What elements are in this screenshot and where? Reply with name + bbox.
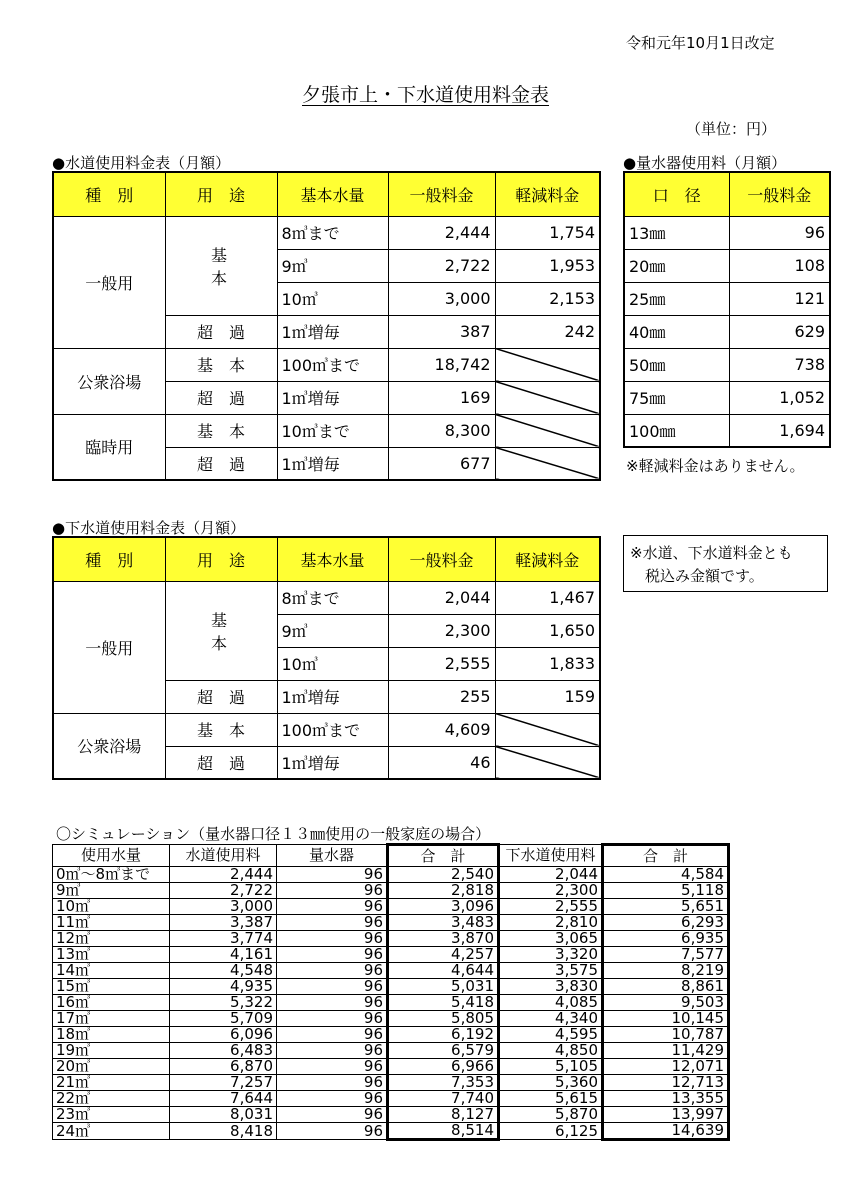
usage-volume-cell: 12㎥: [53, 931, 170, 947]
total-cell: 8,219: [603, 963, 729, 979]
sewer-rates-table: [52, 536, 601, 780]
header-general-fee: 一般料金: [388, 537, 495, 581]
table-row: [53, 947, 729, 963]
reduced-fee-cell: 159: [495, 680, 600, 713]
general-fee-cell: 2,444: [388, 216, 495, 249]
total-cell: 5,651: [603, 899, 729, 915]
header-subtotal: 合 計: [388, 845, 499, 867]
water-fee-cell: 4,935: [170, 979, 277, 995]
tax-note-line: 税込み金額です。: [630, 567, 764, 585]
volume-cell: 1㎥増毎: [277, 680, 388, 713]
usage-volume-cell: 15㎥: [53, 979, 170, 995]
meter-fee-cell: 96: [277, 963, 388, 979]
header-reduced-fee: 軽減料金: [495, 172, 600, 216]
header-usage-volume: 使用水量: [53, 845, 170, 867]
sewer-fee-cell: 5,360: [499, 1075, 603, 1091]
category-cell: 一般用: [53, 216, 165, 348]
table-row: [53, 1075, 729, 1091]
general-fee-cell: 255: [388, 680, 495, 713]
general-fee-cell: 169: [388, 381, 495, 414]
water-fee-cell: 7,257: [170, 1075, 277, 1091]
general-fee-cell: 18,742: [388, 348, 495, 381]
volume-cell: 100㎥まで: [277, 348, 388, 381]
header-category: 種 別: [53, 172, 165, 216]
table-row: [624, 414, 830, 447]
water-header-row: [53, 172, 600, 216]
subtotal-cell: 7,353: [388, 1075, 499, 1091]
total-cell: 10,787: [603, 1027, 729, 1043]
water-fee-cell: 6,870: [170, 1059, 277, 1075]
table-row: [53, 1107, 729, 1123]
reduced-fee-cell: 1,833: [495, 647, 600, 680]
diameter-cell: 13㎜: [624, 216, 729, 249]
table-row: [624, 249, 830, 282]
usage-volume-cell: 13㎥: [53, 947, 170, 963]
general-fee-cell: 387: [388, 315, 495, 348]
meter-note: ※軽減料金はありません。: [626, 457, 805, 475]
volume-cell: 1㎥増毎: [277, 381, 388, 414]
usage-volume-cell: 24㎥: [53, 1123, 170, 1140]
reduced-fee-empty-cell: [495, 381, 600, 414]
total-cell: 4,584: [603, 867, 729, 883]
sewer-fee-cell: 5,105: [499, 1059, 603, 1075]
reduced-fee-empty-cell: [495, 447, 600, 480]
table-row: [53, 931, 729, 947]
sewer-table-title: ●下水道使用料金表（月額）: [52, 519, 246, 537]
general-fee-cell: 2,044: [388, 581, 495, 614]
subtotal-cell: 5,031: [388, 979, 499, 995]
total-cell: 10,145: [603, 1011, 729, 1027]
table-row: [53, 216, 600, 249]
table-row: [53, 1011, 729, 1027]
fee-cell: 96: [729, 216, 830, 249]
category-cell: 一般用: [53, 581, 165, 713]
header-total: 合 計: [603, 845, 729, 867]
general-fee-cell: 2,722: [388, 249, 495, 282]
header-general-fee: 一般料金: [388, 172, 495, 216]
water-fee-cell: 5,322: [170, 995, 277, 1011]
page-title: 夕張市上・下水道使用料金表: [302, 84, 550, 106]
tax-note-box: [623, 535, 828, 592]
fee-cell: 121: [729, 282, 830, 315]
sewer-fee-cell: 2,810: [499, 915, 603, 931]
total-cell: 13,355: [603, 1091, 729, 1107]
water-fee-cell: 8,418: [170, 1123, 277, 1140]
total-cell: 6,293: [603, 915, 729, 931]
sewer-fee-cell: 4,085: [499, 995, 603, 1011]
total-cell: 12,713: [603, 1075, 729, 1091]
category-cell: 臨時用: [53, 414, 165, 480]
usage-volume-cell: 20㎥: [53, 1059, 170, 1075]
subtotal-cell: 6,966: [388, 1059, 499, 1075]
meter-fee-cell: 96: [277, 1107, 388, 1123]
water-table-title: ●水道使用料金表（月額）: [52, 154, 231, 172]
total-cell: 5,118: [603, 883, 729, 899]
sewer-fee-cell: 2,300: [499, 883, 603, 899]
water-fee-cell: 4,548: [170, 963, 277, 979]
use-cell: 基 本: [165, 581, 277, 680]
water-fee-cell: 6,483: [170, 1043, 277, 1059]
table-row: [53, 867, 729, 883]
simulation-table: [52, 843, 730, 1141]
diameter-cell: 20㎜: [624, 249, 729, 282]
subtotal-cell: 3,483: [388, 915, 499, 931]
table-row: [624, 381, 830, 414]
total-cell: 7,577: [603, 947, 729, 963]
reduced-fee-cell: 1,650: [495, 614, 600, 647]
fee-cell: 1,694: [729, 414, 830, 447]
revision-date: 令和元年10月1日改定: [626, 34, 775, 52]
meter-fee-cell: 96: [277, 1043, 388, 1059]
water-fee-cell: 5,709: [170, 1011, 277, 1027]
header-diameter: 口 径: [624, 172, 729, 216]
table-row: [624, 282, 830, 315]
meter-fee-cell: 96: [277, 995, 388, 1011]
usage-volume-cell: 9㎥: [53, 883, 170, 899]
simulation-header-row: [53, 845, 729, 867]
water-fee-cell: 4,161: [170, 947, 277, 963]
general-fee-cell: 46: [388, 746, 495, 779]
meter-fee-cell: 96: [277, 1123, 388, 1140]
table-row: [624, 348, 830, 381]
table-row: [53, 581, 600, 614]
use-cell: 基 本: [165, 414, 277, 447]
water-fee-cell: 2,444: [170, 867, 277, 883]
header-meter-fee: 量水器: [277, 845, 388, 867]
unit-label: （単位：円）: [686, 120, 777, 138]
subtotal-cell: 2,818: [388, 883, 499, 899]
reduced-fee-cell: 1,754: [495, 216, 600, 249]
table-row: [53, 348, 600, 381]
subtotal-cell: 5,418: [388, 995, 499, 1011]
usage-volume-cell: 19㎥: [53, 1043, 170, 1059]
reduced-fee-empty-cell: [495, 713, 600, 746]
volume-cell: 1㎥増毎: [277, 746, 388, 779]
reduced-fee-empty-cell: [495, 746, 600, 779]
sewer-fee-cell: 5,870: [499, 1107, 603, 1123]
volume-cell: 9㎥: [277, 614, 388, 647]
table-row: [53, 995, 729, 1011]
meter-fee-table: [623, 171, 831, 448]
meter-fee-cell: 96: [277, 947, 388, 963]
general-fee-cell: 3,000: [388, 282, 495, 315]
total-cell: 9,503: [603, 995, 729, 1011]
use-cell: 超 過: [165, 381, 277, 414]
water-fee-cell: 8,031: [170, 1107, 277, 1123]
total-cell: 12,071: [603, 1059, 729, 1075]
table-row: [624, 315, 830, 348]
header-base-volume: 基本水量: [277, 172, 388, 216]
general-fee-cell: 8,300: [388, 414, 495, 447]
use-cell: 基 本: [165, 348, 277, 381]
total-cell: 14,639: [603, 1123, 729, 1140]
table-row: [53, 979, 729, 995]
meter-fee-cell: 96: [277, 899, 388, 915]
header-use: 用 途: [165, 537, 277, 581]
simulation-title: 〇シミュレーション（量水器口径１３㎜使用の一般家庭の場合）: [56, 825, 491, 843]
usage-volume-cell: 17㎥: [53, 1011, 170, 1027]
subtotal-cell: 3,870: [388, 931, 499, 947]
diameter-cell: 25㎜: [624, 282, 729, 315]
meter-fee-cell: 96: [277, 979, 388, 995]
meter-fee-cell: 96: [277, 867, 388, 883]
usage-volume-cell: 10㎥: [53, 899, 170, 915]
total-cell: 6,935: [603, 931, 729, 947]
usage-volume-cell: 14㎥: [53, 963, 170, 979]
use-cell: 基 本: [165, 713, 277, 746]
volume-cell: 10㎥: [277, 647, 388, 680]
reduced-fee-empty-cell: [495, 414, 600, 447]
fee-cell: 108: [729, 249, 830, 282]
table-row: [53, 713, 600, 746]
water-fee-cell: 3,000: [170, 899, 277, 915]
total-cell: 11,429: [603, 1043, 729, 1059]
subtotal-cell: 6,192: [388, 1027, 499, 1043]
meter-fee-cell: 96: [277, 1011, 388, 1027]
use-cell: 基 本: [165, 216, 277, 315]
water-fee-cell: 6,096: [170, 1027, 277, 1043]
meter-fee-cell: 96: [277, 915, 388, 931]
header-base-volume: 基本水量: [277, 537, 388, 581]
reduced-fee-cell: 242: [495, 315, 600, 348]
subtotal-cell: 5,805: [388, 1011, 499, 1027]
table-row: [53, 883, 729, 899]
diameter-cell: 50㎜: [624, 348, 729, 381]
table-row: [624, 216, 830, 249]
header-general-fee: 一般料金: [729, 172, 830, 216]
general-fee-cell: 4,609: [388, 713, 495, 746]
usage-volume-cell: 11㎥: [53, 915, 170, 931]
water-rates-table: [52, 171, 601, 481]
usage-volume-cell: 22㎥: [53, 1091, 170, 1107]
diameter-cell: 100㎜: [624, 414, 729, 447]
sewer-fee-cell: 2,555: [499, 899, 603, 915]
diameter-cell: 40㎜: [624, 315, 729, 348]
sewer-fee-cell: 4,595: [499, 1027, 603, 1043]
sewer-fee-cell: 2,044: [499, 867, 603, 883]
table-row: [53, 1123, 729, 1140]
volume-cell: 1㎥増毎: [277, 315, 388, 348]
use-cell: 超 過: [165, 447, 277, 480]
water-fee-cell: 3,387: [170, 915, 277, 931]
use-cell: 超 過: [165, 680, 277, 713]
subtotal-cell: 2,540: [388, 867, 499, 883]
subtotal-cell: 4,644: [388, 963, 499, 979]
sewer-fee-cell: 3,320: [499, 947, 603, 963]
volume-cell: 1㎥増毎: [277, 447, 388, 480]
volume-cell: 8㎥まで: [277, 216, 388, 249]
sewer-fee-cell: 5,615: [499, 1091, 603, 1107]
table-row: [53, 414, 600, 447]
table-row: [53, 963, 729, 979]
subtotal-cell: 8,127: [388, 1107, 499, 1123]
table-row: [53, 1043, 729, 1059]
table-row: [53, 1027, 729, 1043]
water-fee-cell: 7,644: [170, 1091, 277, 1107]
total-cell: 8,861: [603, 979, 729, 995]
header-reduced-fee: 軽減料金: [495, 537, 600, 581]
use-cell: 超 過: [165, 315, 277, 348]
water-fee-cell: 3,774: [170, 931, 277, 947]
tax-note-line: ※水道、下水道料金とも: [630, 544, 793, 562]
volume-cell: 8㎥まで: [277, 581, 388, 614]
table-row: [53, 1091, 729, 1107]
volume-cell: 9㎥: [277, 249, 388, 282]
header-category: 種 別: [53, 537, 165, 581]
table-row: [53, 899, 729, 915]
meter-fee-cell: 96: [277, 1059, 388, 1075]
reduced-fee-cell: 1,467: [495, 581, 600, 614]
sewer-fee-cell: 3,830: [499, 979, 603, 995]
fee-cell: 1,052: [729, 381, 830, 414]
volume-cell: 10㎥: [277, 282, 388, 315]
meter-fee-cell: 96: [277, 883, 388, 899]
water-fee-cell: 2,722: [170, 883, 277, 899]
sewer-fee-cell: 4,340: [499, 1011, 603, 1027]
meter-table-title: ●量水器使用料（月額）: [623, 154, 787, 172]
fee-cell: 629: [729, 315, 830, 348]
table-row: [53, 915, 729, 931]
subtotal-cell: 8,514: [388, 1123, 499, 1140]
meter-header-row: [624, 172, 830, 216]
subtotal-cell: 6,579: [388, 1043, 499, 1059]
sewer-fee-cell: 3,575: [499, 963, 603, 979]
subtotal-cell: 7,740: [388, 1091, 499, 1107]
category-cell: 公衆浴場: [53, 713, 165, 779]
volume-cell: 100㎥まで: [277, 713, 388, 746]
diameter-cell: 75㎜: [624, 381, 729, 414]
general-fee-cell: 2,555: [388, 647, 495, 680]
usage-volume-cell: 18㎥: [53, 1027, 170, 1043]
reduced-fee-cell: 2,153: [495, 282, 600, 315]
reduced-fee-cell: 1,953: [495, 249, 600, 282]
usage-volume-cell: 0㎥～8㎥まで: [53, 867, 170, 883]
volume-cell: 10㎥まで: [277, 414, 388, 447]
meter-fee-cell: 96: [277, 1075, 388, 1091]
header-sewer-fee: 下水道使用料: [499, 845, 603, 867]
header-water-fee: 水道使用料: [170, 845, 277, 867]
usage-volume-cell: 16㎥: [53, 995, 170, 1011]
meter-fee-cell: 96: [277, 1027, 388, 1043]
subtotal-cell: 3,096: [388, 899, 499, 915]
meter-fee-cell: 96: [277, 1091, 388, 1107]
header-use: 用 途: [165, 172, 277, 216]
meter-fee-cell: 96: [277, 931, 388, 947]
general-fee-cell: 2,300: [388, 614, 495, 647]
reduced-fee-empty-cell: [495, 348, 600, 381]
total-cell: 13,997: [603, 1107, 729, 1123]
category-cell: 公衆浴場: [53, 348, 165, 414]
subtotal-cell: 4,257: [388, 947, 499, 963]
use-cell: 超 過: [165, 746, 277, 779]
sewer-fee-cell: 3,065: [499, 931, 603, 947]
fee-cell: 738: [729, 348, 830, 381]
sewer-fee-cell: 4,850: [499, 1043, 603, 1059]
table-row: [53, 1059, 729, 1075]
general-fee-cell: 677: [388, 447, 495, 480]
sewer-header-row: [53, 537, 600, 581]
sewer-fee-cell: 6,125: [499, 1123, 603, 1140]
usage-volume-cell: 23㎥: [53, 1107, 170, 1123]
usage-volume-cell: 21㎥: [53, 1075, 170, 1091]
